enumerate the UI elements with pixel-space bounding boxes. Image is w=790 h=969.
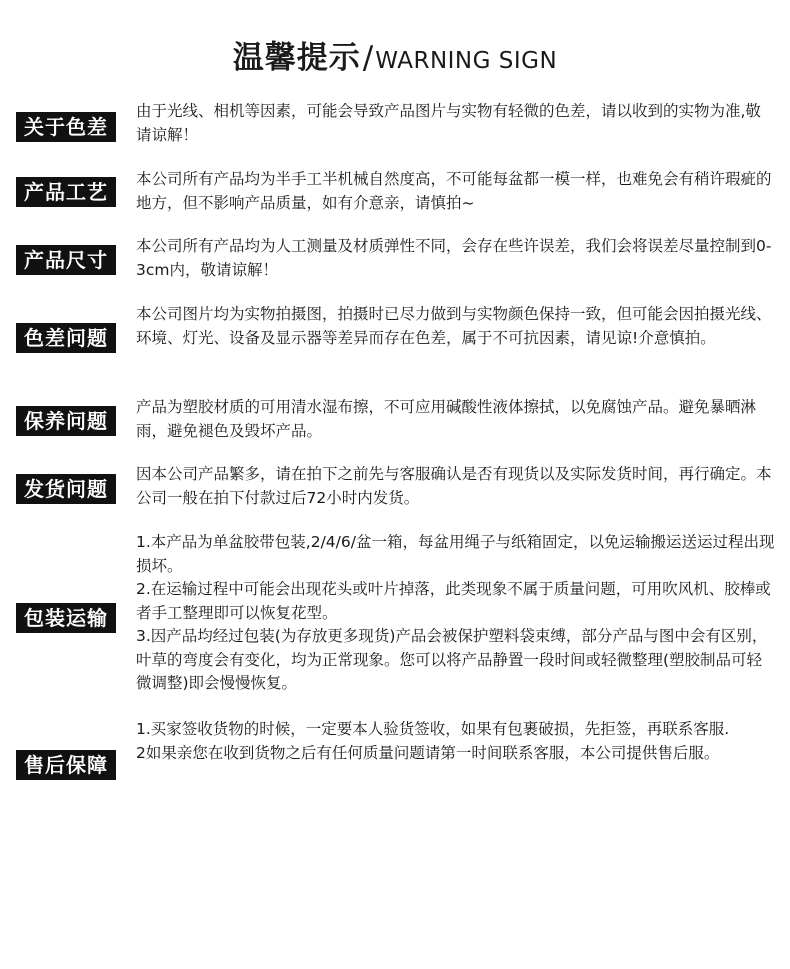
section-text: [136, 168, 776, 215]
section-paragraph: 2.在运输过程中可能会出现花头或叶片掉落，此类现象不属于质量问题，可用吹风机、胶棒或者手工整理即可以恢复花型。: [136, 580, 771, 622]
section-paragraph: 1.买家签收货物的时候，一定要本人验货签收，如果有包裹破损，先拒签，再联系客服.: [136, 720, 730, 738]
section-paragraph: 本公司所有产品均为半手工半机械自然度高，不可能每盆都一模一样，也难免会有稍许瑕疵的地方，但不影响产品质量，如有介意亲，请慎拍~: [136, 170, 772, 212]
section-text: [136, 718, 776, 765]
section-paragraph: 1.本产品为单盆胶带包装,2/4/6/盆一箱，每盆用绳子与纸箱固定，以免运输搬运送运过程出现损坏。: [136, 533, 775, 575]
section-tag: 产品尺寸: [16, 245, 116, 275]
title-separator: /: [362, 40, 374, 76]
section-paragraph: 产品为塑胶材质的可用清水湿布擦，不可应用碱酸性液体擦拭，以免腐蚀产品。避免暴晒淋雨，避免褪色及毁坏产品。: [136, 398, 757, 440]
title-english: WARNING SIGN: [375, 48, 558, 74]
section-tag: 色差问题: [16, 323, 116, 353]
section-text: [136, 463, 776, 510]
section-paragraph: 2如果亲您在收到货物之后有任何质量问题请第一时间联系客服，本公司提供售后服。: [136, 743, 720, 762]
section-tag: 关于色差: [16, 112, 116, 142]
section-tag: 保养问题: [16, 406, 116, 436]
section-tag: 售后保障: [16, 750, 116, 780]
page-title: [0, 32, 790, 77]
section-text: [136, 396, 776, 443]
title-chinese: 温馨提示: [232, 40, 361, 76]
section-text: [136, 303, 776, 350]
section-paragraph: 本公司所有产品均为人工测量及材质弹性不同，会存在些许误差，我们会将误差尽量控制到0-3cm内，敬请谅解！: [136, 237, 772, 279]
section-paragraph: 因本公司产品繁多，请在拍下之前先与客服确认是否有现货以及实际发货时间，再行确定。本公司一般在拍下付款过后72小时内发货。: [136, 465, 772, 507]
section-text: [136, 100, 776, 147]
section-paragraph: 本公司图片均为实物拍摄图，拍摄时已尽力做到与实物颜色保持一致，但可能会因拍摄光线、环境、灯光、设备及显示器等差异而存在色差，属于不可抗因素，请见谅!介意慎拍。: [136, 305, 772, 347]
section-tag: 包装运输: [16, 603, 116, 633]
section-text: [136, 531, 776, 696]
section-tag: 发货问题: [16, 474, 116, 504]
section-paragraph: 由于光线、相机等因素，可能会导致产品图片与实物有轻微的色差，请以收到的实物为准,敬请谅解！: [136, 102, 761, 144]
section-paragraph: 3.因产品均经过包装(为存放更多现货)产品会被保护塑料袋束缚，部分产品与图中会有区别，叶草的弯度会有变化，均为正常现象。您可以将产品静置一段时间或轻微整理(塑胶制品可轻微调整)即会慢慢恢复。: [136, 627, 768, 692]
section-tag: 产品工艺: [16, 177, 116, 207]
section-text: [136, 235, 776, 282]
